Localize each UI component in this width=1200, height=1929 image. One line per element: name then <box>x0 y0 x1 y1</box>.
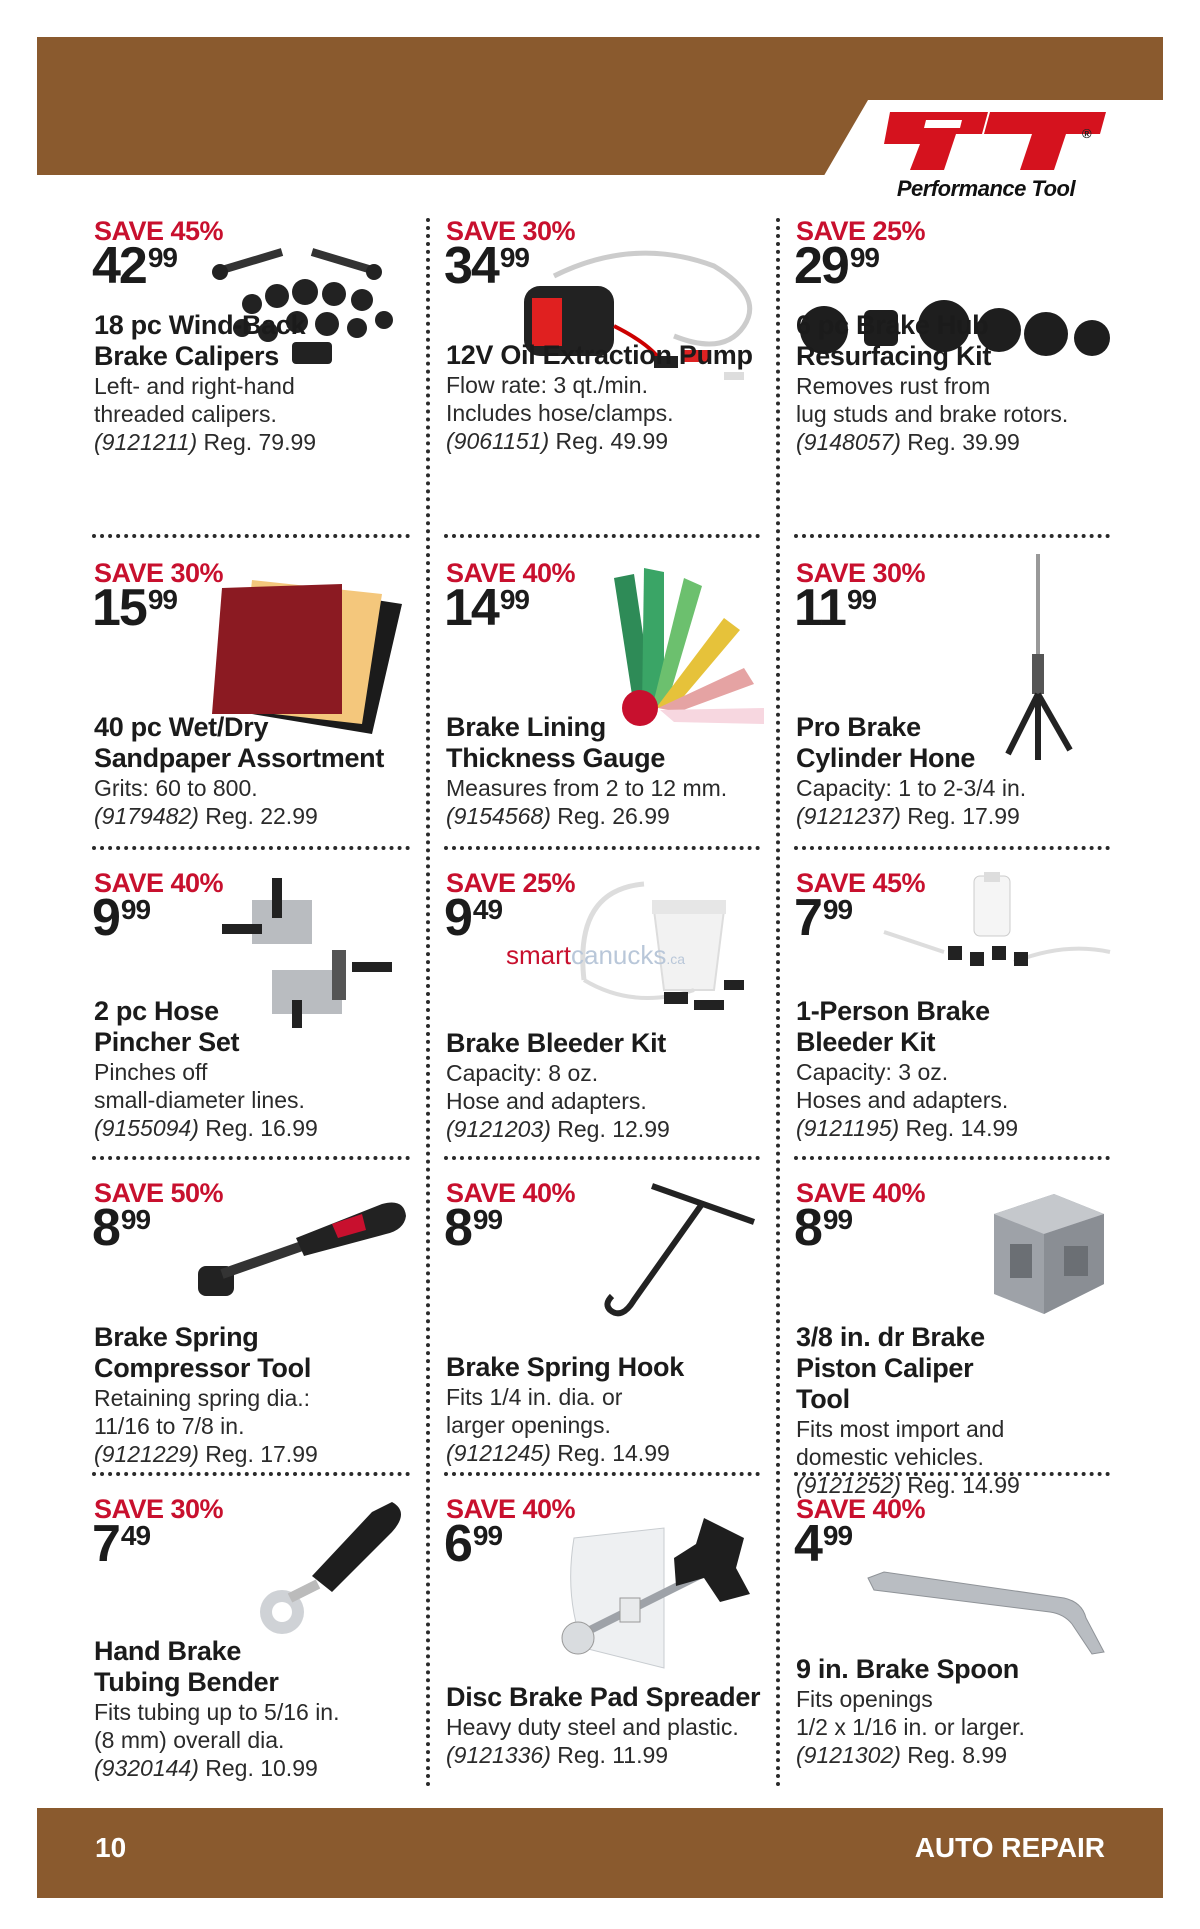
save-badge: SAVE 40% <box>796 1494 926 1524</box>
product-title: 1-Person Brake Bleeder Kit <box>796 996 990 1057</box>
product-desc-line: Removes rust from <box>796 373 991 399</box>
row-divider <box>444 1472 760 1476</box>
product-title: Pro Brake Cylinder Hone <box>796 712 976 773</box>
product-info <box>796 996 1116 1142</box>
row-divider <box>92 1472 410 1476</box>
save-badge: SAVE 45% <box>94 216 224 246</box>
product-sku-reg: (9121237) Reg. 17.99 <box>796 803 1020 829</box>
product-desc-line: Grits: 60 to 800. <box>94 775 258 801</box>
product-info <box>796 712 1116 830</box>
product-info <box>446 1682 766 1769</box>
product-title: 2 pc Hose Pincher Set <box>94 996 240 1057</box>
sale-price: $6^{99}$ <box>444 1515 503 1573</box>
product-desc-line: Measures from 2 to 12 mm. <box>446 775 728 801</box>
product-info <box>796 1654 1116 1769</box>
product-sku-reg: (9179482) Reg. 22.99 <box>94 803 318 829</box>
product-title: 3/8 in. dr Brake Piston Caliper Tool <box>796 1322 985 1414</box>
brand-name: Performance Tool <box>896 176 1076 201</box>
save-badge: SAVE 40% <box>446 1178 576 1208</box>
product-info <box>796 310 1116 456</box>
watermark: smartcanucks.ca <box>506 940 686 970</box>
tubing-bender-icon <box>242 1492 412 1642</box>
product-info <box>796 1322 1116 1499</box>
sale-price: $15^{99}$ <box>92 579 177 637</box>
save-badge: SAVE 50% <box>94 1178 224 1208</box>
product-title: 18 pc Wind-Back Brake Calipers <box>94 310 306 371</box>
save-badge: SAVE 40% <box>446 1494 576 1524</box>
row-divider <box>92 534 410 538</box>
sandpaper-icon <box>202 574 412 734</box>
product-card <box>794 210 1119 530</box>
product-desc-line: Pinches off <box>94 1059 208 1085</box>
save-badge: SAVE 25% <box>446 868 576 898</box>
save-badge: SAVE 45% <box>796 868 926 898</box>
product-desc-line: Capacity: 3 oz. <box>796 1059 949 1085</box>
thickness-gauge-icon <box>594 558 769 728</box>
product-title: Hand Brake Tubing Bender <box>94 1636 279 1697</box>
row-divider <box>92 1156 410 1160</box>
product-info <box>446 340 766 455</box>
product-desc-line: Flow rate: 3 qt./min. <box>446 372 648 398</box>
save-badge: SAVE 25% <box>796 216 926 246</box>
product-desc-line: Capacity: 1 to 2-3/4 in. <box>796 775 1027 801</box>
product-desc-line: Fits tubing up to 5/16 in. <box>94 1699 340 1725</box>
save-badge: SAVE 30% <box>796 558 926 588</box>
product-desc-line: (8 mm) overall dia. <box>94 1727 285 1753</box>
product-sku-reg: (9121336) Reg. 11.99 <box>446 1742 669 1768</box>
row-divider <box>444 1156 760 1160</box>
section-title: AUTO REPAIR <box>914 1832 1105 1863</box>
column-divider <box>426 218 430 1788</box>
product-title: 40 pc Wet/Dry Sandpaper Assortment <box>94 712 385 773</box>
row-divider <box>444 534 760 538</box>
sale-price: $11^{99}$ <box>794 579 877 637</box>
sale-price: $9^{99}$ <box>92 889 151 947</box>
product-card <box>444 210 769 530</box>
product-desc-line: 11/16 to 7/8 in. <box>94 1413 245 1439</box>
row-divider <box>444 846 760 850</box>
product-card <box>794 1488 1119 1794</box>
product-desc-line: Hose and adapters. <box>446 1088 647 1114</box>
product-info <box>94 712 414 830</box>
pt-logo-icon <box>870 108 1110 174</box>
product-info <box>446 1028 766 1143</box>
product-sku-reg: (9121203) Reg. 12.99 <box>446 1116 670 1142</box>
product-sku-reg: (9121211) Reg. 79.99 <box>94 429 317 455</box>
product-desc-line: Heavy duty steel and plastic. <box>446 1714 739 1740</box>
sale-price: $29^{99}$ <box>794 237 879 295</box>
spring-compressor-icon <box>192 1190 412 1310</box>
product-info <box>94 1636 414 1782</box>
sale-price: $8^{99}$ <box>92 1199 151 1257</box>
brake-spoon-icon <box>864 1568 1114 1658</box>
product-card <box>444 1488 769 1794</box>
page-number: 10 <box>95 1832 127 1863</box>
product-card <box>444 862 769 1152</box>
product-sku-reg: (9148057) Reg. 39.99 <box>796 429 1020 455</box>
product-card <box>794 552 1119 842</box>
save-badge: SAVE 40% <box>94 868 224 898</box>
product-card <box>444 552 769 842</box>
product-card <box>92 1172 417 1468</box>
product-sku-reg: (9121195) Reg. 14.99 <box>796 1115 1019 1141</box>
row-divider <box>92 846 410 850</box>
sale-price: $8^{99}$ <box>444 1199 503 1257</box>
registered-mark: ® <box>1082 126 1092 141</box>
product-card <box>92 210 417 530</box>
product-sku-reg: (9121252) Reg. 14.99 <box>796 1472 1020 1498</box>
product-sku-reg: (9121229) Reg. 17.99 <box>94 1441 318 1467</box>
product-desc-line: domestic vehicles. <box>796 1444 984 1470</box>
sale-price: $8^{99}$ <box>794 1199 853 1257</box>
product-card <box>92 862 417 1152</box>
product-title: Brake Bleeder Kit <box>446 1028 666 1058</box>
sale-price: $42^{99}$ <box>92 237 177 295</box>
product-desc-line: Left- and right-hand <box>94 373 295 399</box>
footer-banner <box>37 1808 1163 1898</box>
product-info <box>94 310 414 456</box>
sale-price: $7^{49}$ <box>92 1515 151 1573</box>
row-divider <box>794 846 1110 850</box>
product-sku-reg: (9155094) Reg. 16.99 <box>94 1115 318 1141</box>
product-title: 9 in. Brake Spoon <box>796 1654 1019 1684</box>
product-title: Brake Spring Compressor Tool <box>94 1322 312 1383</box>
product-desc-line: lug studs and brake rotors. <box>796 401 1069 427</box>
piston-cube-icon <box>974 1184 1114 1324</box>
product-desc-line: Capacity: 8 oz. <box>446 1060 599 1086</box>
product-sku-reg: (9061151) Reg. 49.99 <box>446 428 669 454</box>
product-desc-line: threaded calipers. <box>94 401 277 427</box>
product-info <box>446 712 766 830</box>
product-sku-reg: (9154568) Reg. 26.99 <box>446 803 670 829</box>
product-card <box>794 862 1119 1152</box>
product-info <box>94 996 414 1142</box>
product-desc-line: Includes hose/clamps. <box>446 400 674 426</box>
product-sku-reg: (9121245) Reg. 14.99 <box>446 1440 670 1466</box>
sale-price: $14^{99}$ <box>444 579 529 637</box>
product-title: 12V Oil Extraction Pump <box>446 340 753 370</box>
sale-price: $4^{99}$ <box>794 1515 853 1573</box>
product-desc-line: Retaining spring dia.: <box>94 1385 311 1411</box>
save-badge: SAVE 40% <box>796 1178 926 1208</box>
product-desc-line: Fits most import and <box>796 1416 1005 1442</box>
product-desc-line: 1/2 x 1/16 in. or larger. <box>796 1714 1025 1740</box>
spring-hook-icon <box>574 1180 764 1330</box>
bleeder-hoses-icon <box>874 872 1114 992</box>
product-sku-reg: (9320144) Reg. 10.99 <box>94 1755 318 1781</box>
product-card <box>92 1488 417 1794</box>
product-card <box>794 1172 1119 1498</box>
product-desc-line: Fits openings <box>796 1686 933 1712</box>
product-info <box>94 1322 414 1468</box>
product-sku-reg: (9121302) Reg. 8.99 <box>796 1742 1007 1768</box>
product-title: Brake Lining Thickness Gauge <box>446 712 666 773</box>
product-desc-line: Hoses and adapters. <box>796 1087 1009 1113</box>
product-title: Brake Spring Hook <box>446 1352 684 1382</box>
save-badge: SAVE 30% <box>94 1494 224 1524</box>
product-card <box>92 552 417 842</box>
product-title: 6 pc Brake Hub Resurfacing Kit <box>796 310 992 371</box>
column-divider <box>776 218 780 1788</box>
sale-price: $7^{99}$ <box>794 889 853 947</box>
product-info <box>446 1352 766 1467</box>
product-card <box>444 1172 769 1468</box>
save-badge: SAVE 40% <box>446 558 576 588</box>
row-divider <box>794 534 1110 538</box>
product-desc-line: Fits 1/4 in. dia. or <box>446 1384 623 1410</box>
product-desc-line: larger openings. <box>446 1412 611 1438</box>
pad-spreader-icon <box>554 1498 764 1688</box>
product-title: Disc Brake Pad Spreader <box>446 1682 761 1712</box>
product-desc-line: small-diameter lines. <box>94 1087 305 1113</box>
row-divider <box>794 1156 1110 1160</box>
sale-price: $9^{49}$ <box>444 889 503 947</box>
save-badge: SAVE 30% <box>94 558 224 588</box>
save-badge: SAVE 30% <box>446 216 576 246</box>
sale-price: $34^{99}$ <box>444 237 529 295</box>
